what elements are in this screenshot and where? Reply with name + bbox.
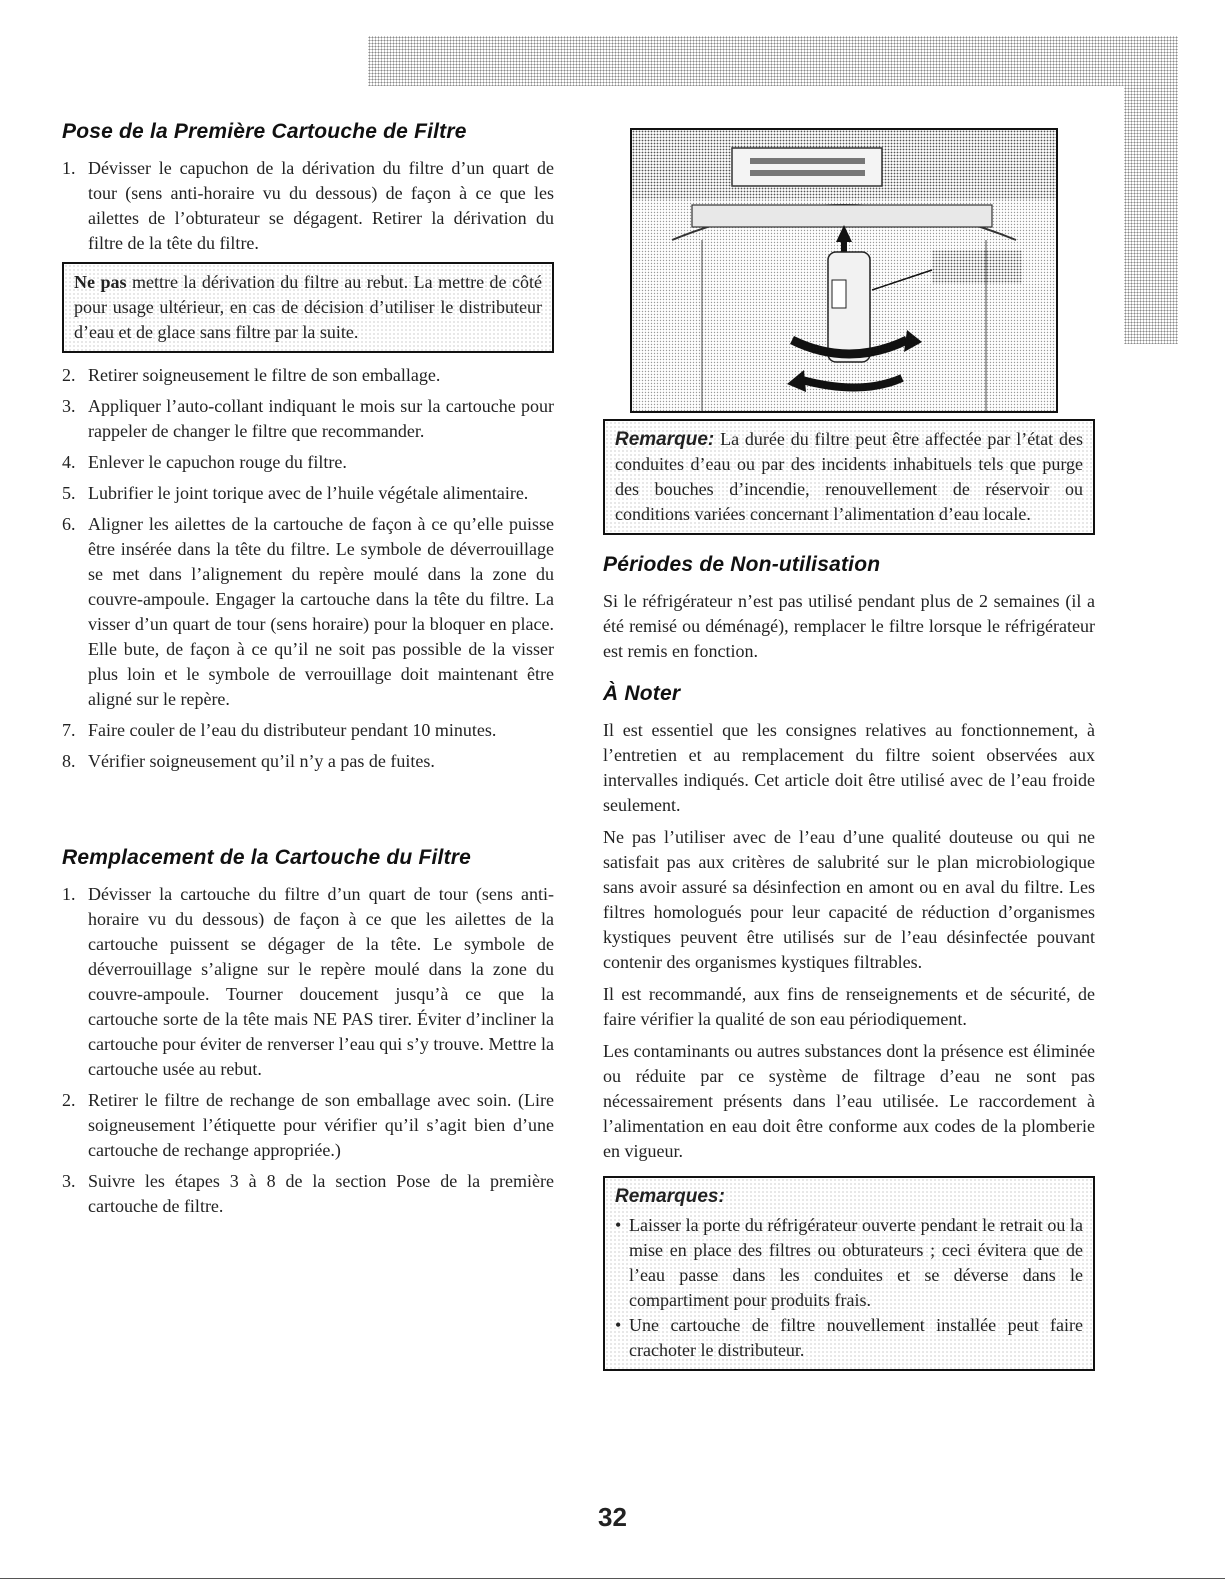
step-number: 5. bbox=[62, 483, 76, 503]
section-title-note: À Noter bbox=[603, 682, 681, 705]
install-steps bbox=[62, 156, 554, 256]
step-number: 2. bbox=[62, 1090, 76, 1110]
section-title-replacement: Remplacement de la Cartouche du Filtre bbox=[62, 846, 472, 869]
remark-box bbox=[603, 419, 1095, 535]
step-text: Dévisser la cartouche du filtre d’un quart de tour (sens anti-horaire vu du dessous) de façon à ce que les ailettes de la cartouche puissent se dégager de la tête. Le symbole de déverrouillage s’aligne sur le repère moulé dans la zone du couvre-ampoule. Tourner doucement jusqu’à ce que la cartouche sorte de la tête mais NE PAS tirer. Éviter d’incliner la cartouche pour éviter de renverser l’eau qui s’y trouve. Mettre la cartouche usée au rebut. bbox=[88, 884, 554, 1079]
note-paragraph: Les contaminants ou autres substances dont la présence est éliminée ou réduite par ce système de filtrage d’eau ne sont pas nécessairement présents dans l’eau utilisée. Le raccordement à l’alimentation en eau doit être conforme aux codes de la plomberie en vigueur. bbox=[603, 1041, 1095, 1161]
left-column bbox=[62, 120, 554, 1225]
step-number: 2. bbox=[62, 365, 76, 385]
replacement-steps bbox=[62, 882, 554, 1219]
remark-label: Remarque: bbox=[615, 429, 715, 450]
step-text: Enlever le capuchon rouge du filtre. bbox=[88, 452, 347, 472]
step-text: Suivre les étapes 3 à 8 de la section Pose de la première cartouche de filtre. bbox=[88, 1171, 554, 1216]
list-item bbox=[62, 1088, 554, 1163]
bottom-rule bbox=[0, 1578, 1225, 1579]
list-item bbox=[62, 481, 554, 506]
note-paragraph: Il est essentiel que les consignes relatives au fonctionnement, à l’entretien et au remplacement du filtre soient observées aux intervalles indiqués. Cet article doit être utilisé avec de l’eau froide seulement. bbox=[603, 720, 1095, 815]
remark-item-text: Une cartouche de filtre nouvellement installée peut faire crachoter le distributeur. bbox=[629, 1315, 1083, 1360]
section-title-non-use: Périodes de Non-utilisation bbox=[603, 553, 881, 576]
step-text: Retirer soigneusement le filtre de son emballage. bbox=[88, 365, 441, 385]
remarks-list bbox=[615, 1213, 1083, 1363]
light-cover bbox=[692, 205, 992, 227]
bullet-icon: • bbox=[615, 1215, 622, 1235]
step-number: 1. bbox=[62, 158, 76, 178]
install-steps-continued bbox=[62, 363, 554, 774]
step-text: Dévisser le capuchon de la dérivation du filtre d’un quart de tour (sens anti-horaire vu du dessous) de façon à ce que les ailettes de l’obturateur se dégagent. Retirer la dérivation du filtre de la tête du filtre. bbox=[88, 158, 554, 253]
remark-text: La durée du filtre peut être affectée par l’état des conduites d’eau ou par des incidents inhabituels tels que purge des bouches d’incendie, renouvellement de réservoir ou conditions variées concernant l’alimentation d’eau locale. bbox=[615, 429, 1083, 524]
caption-callout bbox=[932, 250, 1022, 284]
step-text: Aligner les ailettes de la cartouche de façon à ce qu’elle puisse être insérée dans la tête du filtre. Le symbole de déverrouillage se met dans l’alignement du repère moulé dans la zone du couvre-ampoule. Engager la cartouche dans la tête du filtre. La visser d’un quart de tour (sens horaire) pour la bloquer en place. Elle bute, de façon à ce qu’il ne soit pas possible de la visser plus loin et le symbole de verrouillage doit maintenant être aligné sur le repère. bbox=[88, 514, 554, 709]
list-item bbox=[615, 1213, 1083, 1313]
step-number: 7. bbox=[62, 720, 76, 740]
filter-illustration-svg bbox=[632, 130, 1056, 411]
dispenser-panel bbox=[732, 148, 882, 186]
notice-text: mettre la dérivation du filtre au rebut. La mettre de côté pour usage ultérieur, en cas de décision d’utiliser le distributeur d’eau et de glace sans filtre par la suite. bbox=[74, 272, 542, 342]
decorative-top-band bbox=[368, 36, 1178, 86]
list-item bbox=[62, 1169, 554, 1219]
note-paragraph: Ne pas l’utiliser avec de l’eau d’une qualité douteuse ou qui ne satisfait pas aux critères de salubrité sur le plan microbiologique sans avoir assuré sa désinfection en amont ou en aval du filtre. Les filtres homologués pour leur capacité de réduction d’organismes kystiques peuvent être utilisés sur de l’eau désinfectée pouvant contenir des organismes kystiques filtrables. bbox=[603, 827, 1095, 972]
remarks-box bbox=[603, 1176, 1095, 1371]
list-item bbox=[62, 450, 554, 475]
list-item bbox=[62, 749, 554, 774]
step-number: 1. bbox=[62, 884, 76, 904]
step-text: Lubrifier le joint torique avec de l’huile végétale alimentaire. bbox=[88, 483, 529, 503]
step-number: 6. bbox=[62, 514, 76, 534]
list-item bbox=[62, 363, 554, 388]
step-text: Appliquer l’auto-collant indiquant le mois sur la cartouche pour rappeler de changer le filtre que recommander. bbox=[88, 396, 554, 441]
list-item bbox=[62, 718, 554, 743]
remark-item-text: Laisser la porte du réfrigérateur ouverte pendant le retrait ou la mise en place des filtres ou obturateurs ; ceci évitera que de l’eau passe dans les conduites et se déverse dans le compartiment pour produits frais. bbox=[629, 1215, 1083, 1310]
bullet-icon: • bbox=[615, 1315, 622, 1335]
list-item bbox=[62, 156, 554, 256]
cartridge-label bbox=[832, 280, 846, 308]
step-text: Faire couler de l’eau du distributeur pendant 10 minutes. bbox=[88, 720, 497, 740]
note-paragraph: Il est recommandé, aux fins de renseignements et de sécurité, de faire vérifier la qualité de son eau périodiquement. bbox=[603, 984, 1095, 1029]
notice-box bbox=[62, 262, 554, 353]
step-number: 8. bbox=[62, 751, 76, 771]
list-item bbox=[62, 394, 554, 444]
panel-slot-top bbox=[750, 158, 865, 164]
page-number: 32 bbox=[598, 1502, 627, 1532]
non-use-paragraph: Si le réfrigérateur n’est pas utilisé pendant plus de 2 semaines (il a été remisé ou déménagé), remplacer le filtre lorsque le réfrigérateur est remis en fonction. bbox=[603, 591, 1095, 661]
notice-bold: Ne pas bbox=[74, 272, 127, 292]
step-text: Vérifier soigneusement qu’il n’y a pas de fuites. bbox=[88, 751, 435, 771]
step-text: Retirer le filtre de rechange de son emballage avec soin. (Lire soigneusement l’étiquette pour vérifier qu’il s’agit bien d’une cartouche de rechange appropriée.) bbox=[88, 1090, 554, 1160]
step-number: 4. bbox=[62, 452, 76, 472]
list-item bbox=[62, 512, 554, 712]
panel-slot-bottom bbox=[750, 170, 865, 176]
decorative-side-band bbox=[1124, 36, 1178, 344]
remarks-label: Remarques: bbox=[615, 1186, 725, 1207]
right-column bbox=[603, 128, 1095, 1381]
step-number: 3. bbox=[62, 396, 76, 416]
section-title-first-install: Pose de la Première Cartouche de Filtre bbox=[62, 120, 467, 143]
list-item bbox=[62, 882, 554, 1082]
step-number: 3. bbox=[62, 1171, 76, 1191]
filter-illustration bbox=[630, 128, 1058, 413]
list-item bbox=[615, 1313, 1083, 1363]
